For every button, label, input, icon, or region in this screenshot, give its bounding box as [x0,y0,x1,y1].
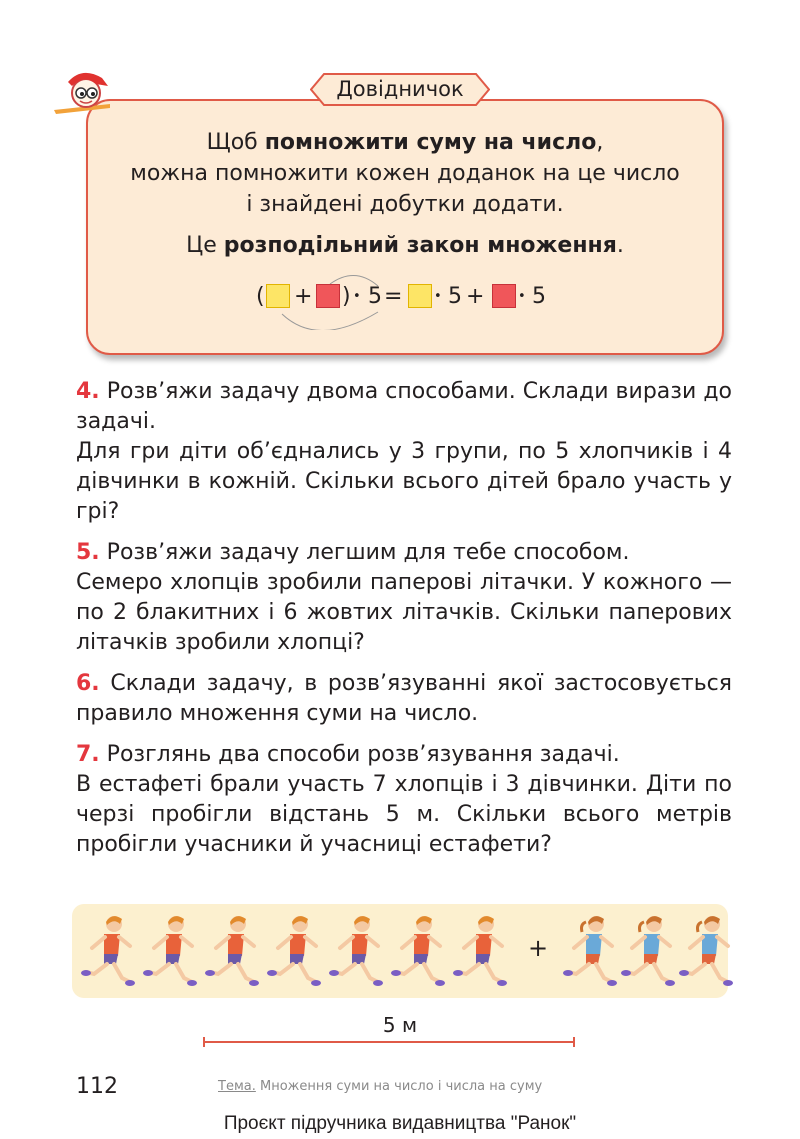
red-square-icon [316,284,340,308]
distance-line [203,1036,575,1048]
page-number: 112 [76,1074,118,1099]
publisher-credit: Проєкт підручника видавництва "Ранок" [223,1113,577,1134]
distance-label: 5 м [382,1013,418,1037]
task-7-instruction: 7. Розглянь два способи розв’язування задачі. [76,742,620,767]
task-list [76,377,732,871]
task-4-text: Для гри діти об’єднались у 3 групи, по 5 хлопчиків і 4 дівчинки в кожній. Скільки всього дітей брало участь у грі? [76,439,732,524]
rule-emphasis: помножити суму на число [264,130,597,155]
girl-runner-icon [620,910,676,992]
formula-dot: • [353,289,361,304]
task-number: 4. [76,379,100,404]
yellow-square-icon [408,284,432,308]
mascot-icon [52,64,114,116]
formula-factor: 5 [532,284,546,309]
task-4-instruction: 4. Розв’яжи задачу двома способами. Склади вирази до задачі. [76,379,733,434]
formula-equals: = [384,284,403,309]
task-4 [76,377,732,527]
law-statement: Це розподільний закон множення. [186,233,624,258]
task-number: 6. [76,671,100,696]
rule-line-2: можна помножити кожен доданок на це число [130,161,680,186]
page-topic [218,1079,542,1094]
formula-close-paren: ) [342,284,351,309]
rule-line-3: і знайдені добутки додати. [246,192,564,217]
boy-runner-icon [390,910,446,992]
reference-tab-title: Довідничок [336,77,464,101]
formula-plus: + [466,284,485,309]
task-number: 7. [76,742,100,767]
task-6-instruction: 6. Склади задачу, в розв’язуванні якої застосовується правило множення суми на число. [76,671,733,726]
task-6 [76,669,732,729]
girl-runner-icon [678,910,734,992]
formula-dot: • [518,289,526,304]
boy-runner-icon [452,910,508,992]
task-number: 5. [76,540,100,565]
rule-line-1: Щоб помножити суму на число, [206,130,604,155]
formula-dot: • [434,289,442,304]
boy-runner-icon [142,910,198,992]
task-5-text: Семеро хлопців зробили паперові літачки. У кожного — по 2 блакитних і 6 жовтих літачків. Скільки паперових літачків зробили хлопці? [76,570,732,655]
task-5 [76,538,732,658]
reference-tab [310,73,490,106]
task-5-instruction: 5. Розв’яжи задачу легшим для тебе способом. [76,540,630,565]
relay-illustration [72,904,728,998]
formula-factor: 5 [368,284,382,309]
boy-runner-icon [204,910,260,992]
formula-plus: + [294,284,313,309]
boy-runner-icon [80,910,136,992]
topic-text: Множення суми на число і числа на суму [255,1079,543,1094]
yellow-square-icon [266,284,290,308]
formula-factor: 5 [448,284,462,309]
formula-open-paren: ( [256,284,265,309]
task-7-text: В естафеті брали участь 7 хлопців і 3 дівчинки. Діти по черзі пробігли відстань 5 м. Скільки всього метрів пробігли учасники й учасниці естафети? [76,772,732,857]
distributive-formula [0,270,800,330]
boy-runner-icon [266,910,322,992]
red-square-icon [492,284,516,308]
girl-runner-icon [562,910,618,992]
task-7 [76,740,732,860]
relay-plus: + [528,934,549,962]
reference-text [86,127,724,261]
topic-label: Тема. [218,1079,256,1094]
law-name: розподільний закон множення [223,233,617,258]
boy-runner-icon [328,910,384,992]
